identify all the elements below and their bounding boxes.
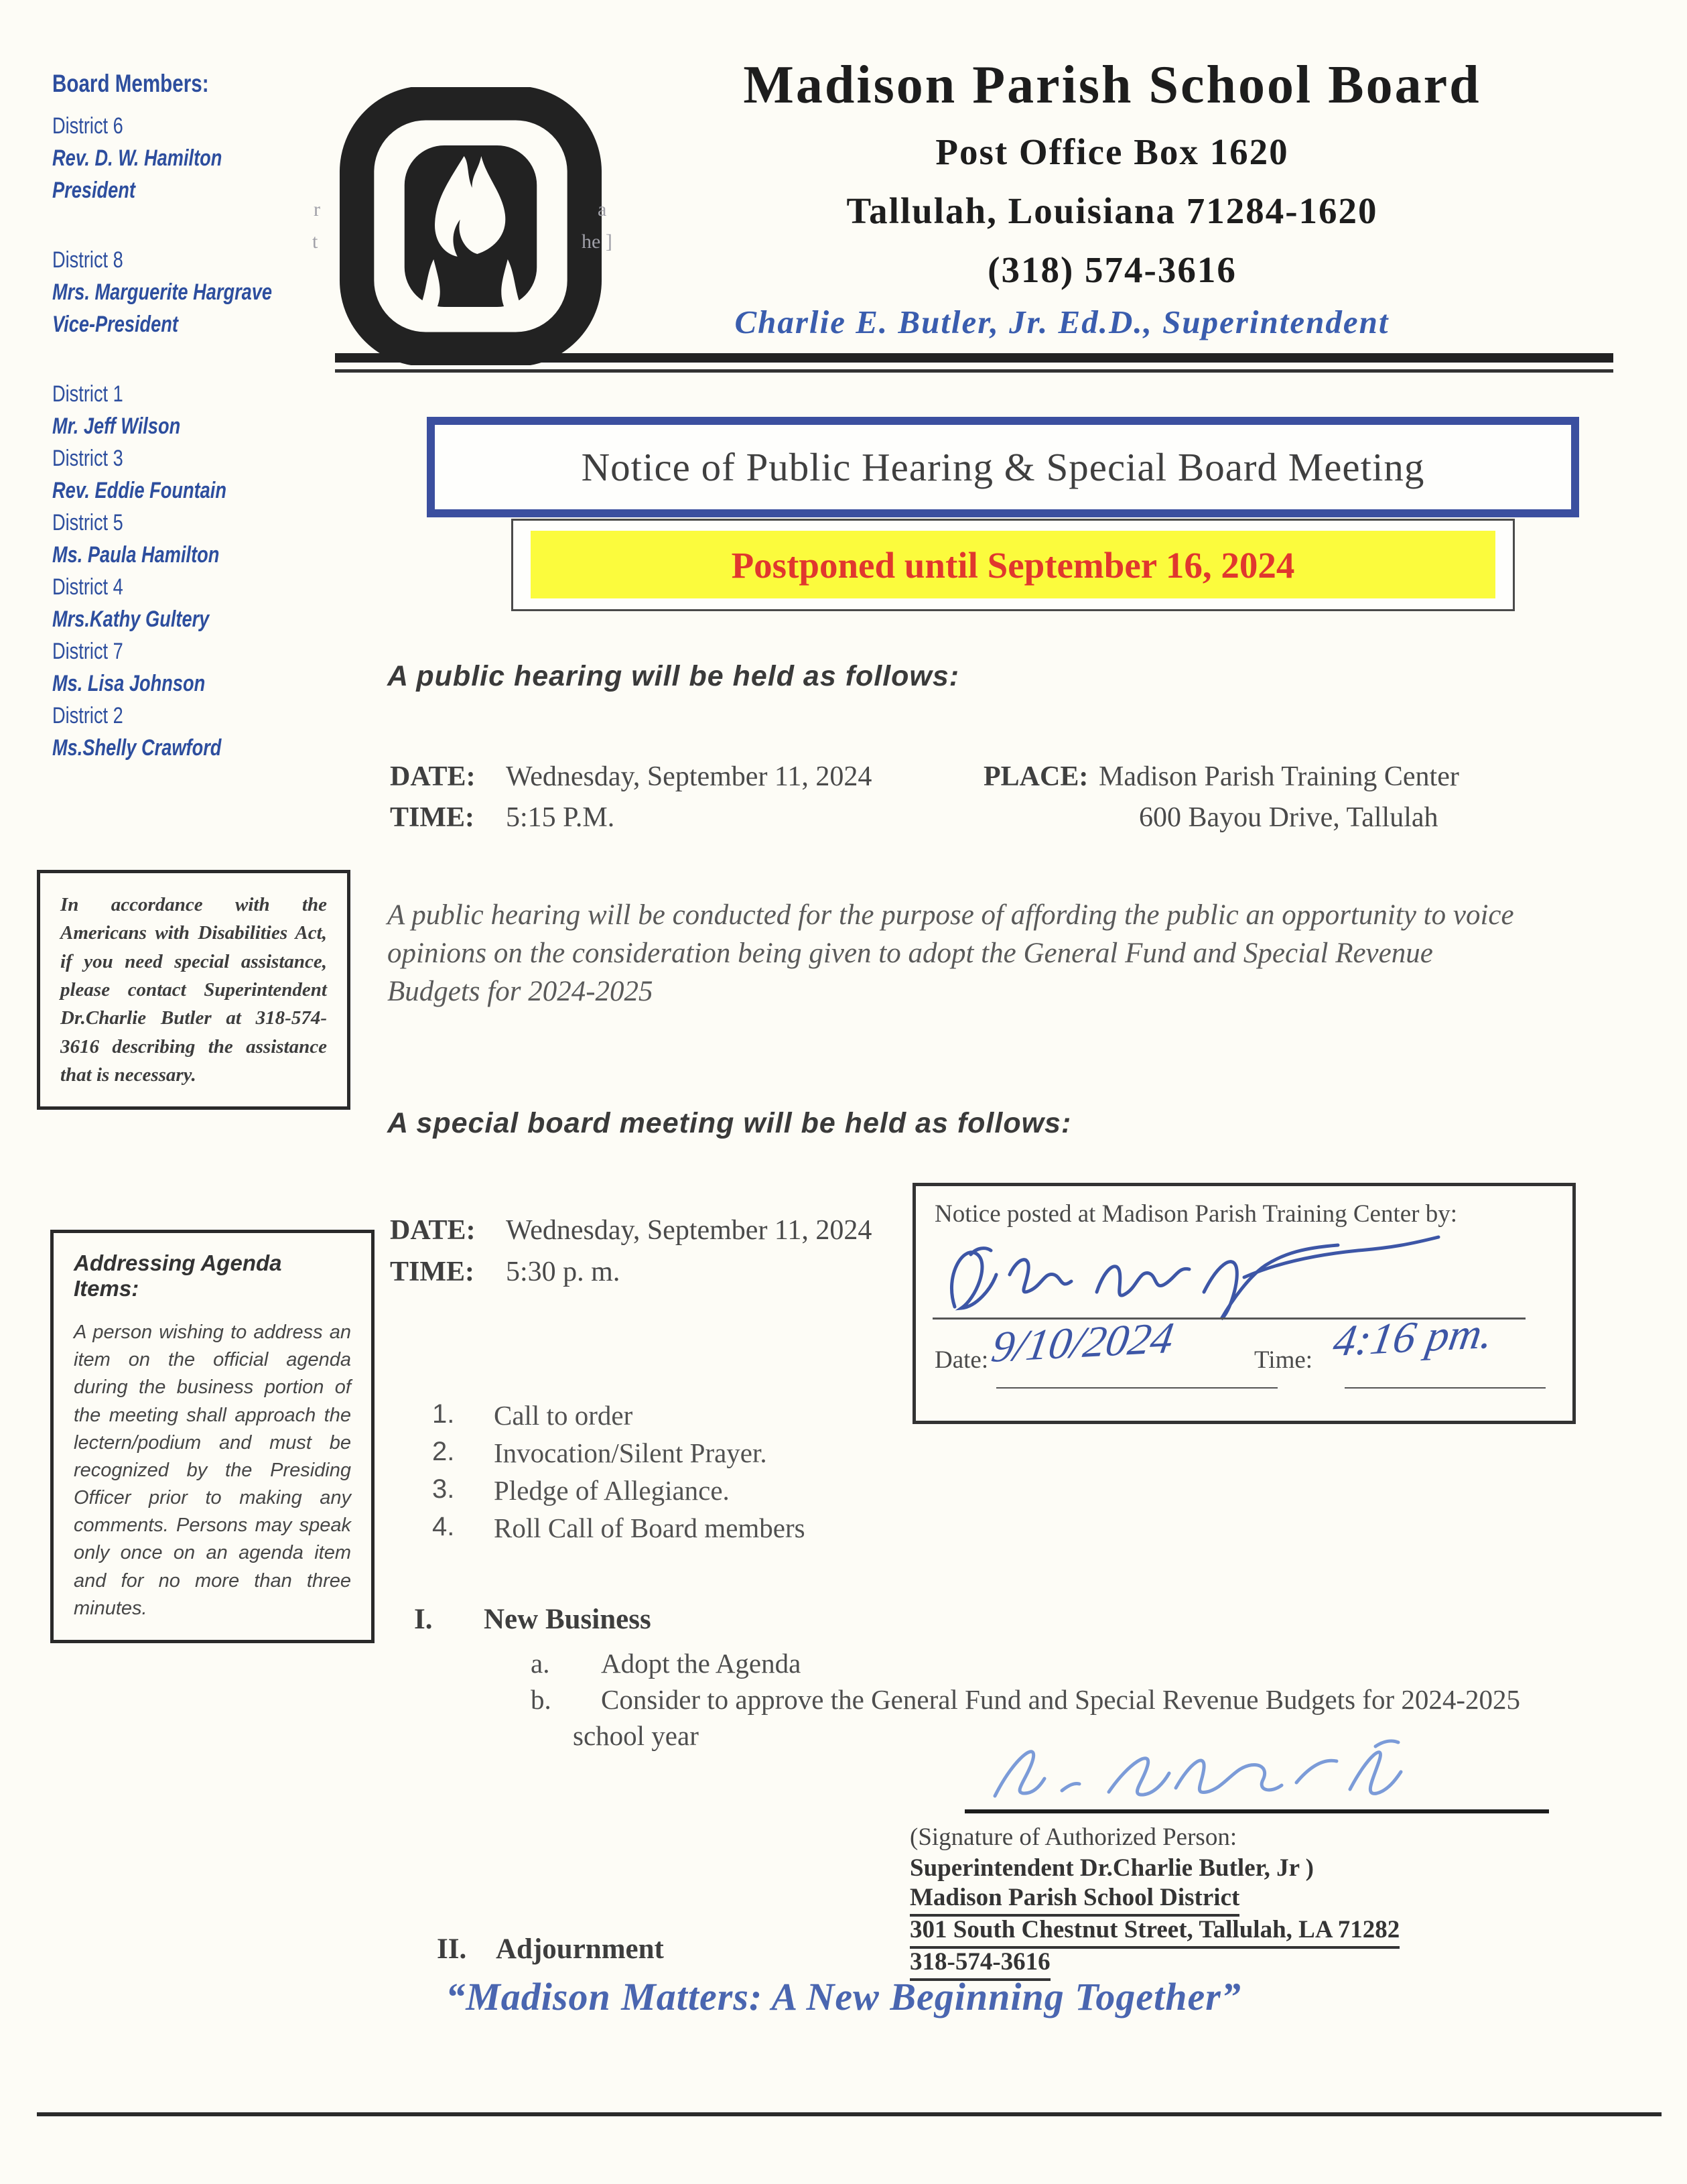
special-time-value: 5:30 p. m. bbox=[506, 1257, 620, 1287]
board-member-entry bbox=[52, 700, 401, 764]
board-member-district: District 4 bbox=[52, 574, 123, 600]
list-item-number: 2. bbox=[432, 1437, 455, 1466]
signature-caption: (Signature of Authorized Person: bbox=[910, 1823, 1237, 1851]
scan-ghost-fragment: he ] bbox=[582, 231, 612, 253]
hearing-place-line1: Madison Parish Training Center bbox=[1099, 761, 1459, 792]
board-member-district: District 2 bbox=[52, 703, 123, 728]
special-date-value: Wednesday, September 11, 2024 bbox=[506, 1215, 872, 1246]
posted-time-label: Time: bbox=[1254, 1346, 1313, 1374]
addressing-agenda-items-box bbox=[50, 1230, 375, 1643]
po-box-line: Post Office Box 1620 bbox=[935, 131, 1289, 172]
ada-notice-text: In accordance with the Americans with Disabilities Act, if you need special assistance, please contact Superintendent Dr.Charlie Butler at 318-574-3616 describing the assistance that is necessary. bbox=[60, 894, 327, 1086]
district-motto: “Madison Matters: A New Beginning Together” bbox=[446, 1975, 1241, 2018]
board-member-entry bbox=[52, 442, 401, 507]
business-item-text: Consider to approve the General Fund and Special Revenue Budgets for 2024-2025 bbox=[601, 1684, 1521, 1715]
list-item bbox=[432, 1437, 767, 1469]
board-member-name: Ms.Shelly Crawford bbox=[52, 735, 222, 761]
new-business-heading: New Business bbox=[484, 1604, 651, 1635]
hearing-place-label: PLACE: bbox=[984, 761, 1089, 792]
board-member-role: President bbox=[52, 178, 135, 203]
list-item-text: Pledge of Allegiance. bbox=[494, 1475, 730, 1506]
list-item-text: Invocation/Silent Prayer. bbox=[494, 1437, 767, 1468]
scan-ghost-fragment: r bbox=[314, 198, 320, 220]
scan-ghost-fragment: t bbox=[312, 231, 318, 253]
list-item bbox=[432, 1512, 805, 1544]
signature-phone: 318-574-3616 bbox=[910, 1947, 1051, 1981]
list-item bbox=[432, 1474, 730, 1506]
notice-posted-line: Notice posted at Madison Parish Training Center by: bbox=[935, 1200, 1458, 1228]
board-member-district: District 3 bbox=[52, 446, 123, 471]
hearing-date-label: DATE: bbox=[390, 761, 476, 792]
date-underline bbox=[996, 1387, 1278, 1389]
adjournment-roman: II. bbox=[437, 1933, 467, 1965]
agenda-note-body: A person wishing to address an item on the official agenda during the business portion of the meeting shall approach the lectern/podium and must be recognized by the Presiding Officer prior to making any comments. Persons may speak only once on an agenda item and for no more than three minutes. bbox=[74, 1322, 351, 1619]
board-member-district: District 6 bbox=[52, 113, 123, 139]
list-item-text: Call to order bbox=[494, 1400, 633, 1431]
posted-date-label: Date: bbox=[935, 1346, 989, 1374]
board-member-role: Vice-President bbox=[52, 312, 178, 337]
scan-ghost-fragment: a bbox=[598, 198, 607, 220]
authorized-signature-line bbox=[965, 1809, 1549, 1813]
special-date-label: DATE: bbox=[390, 1215, 476, 1246]
business-item-text: Adopt the Agenda bbox=[601, 1648, 801, 1679]
bottom-scan-line bbox=[37, 2112, 1662, 2116]
phone-line: (318) 574-3616 bbox=[988, 249, 1237, 290]
list-item bbox=[432, 1399, 632, 1431]
notice-title-box bbox=[427, 417, 1579, 517]
handwritten-signature bbox=[929, 1228, 1465, 1322]
board-member-entry bbox=[52, 571, 401, 635]
new-business-roman: I. bbox=[414, 1604, 433, 1635]
masthead-rule-thick bbox=[335, 353, 1613, 363]
time-underline bbox=[1345, 1387, 1546, 1389]
flame-torch-logo-icon bbox=[338, 87, 603, 365]
postponed-text: Postponed until September 16, 2024 bbox=[731, 545, 1295, 586]
public-hearing-heading: A public hearing will be held as follows: bbox=[387, 660, 960, 692]
list-item-number: 4. bbox=[432, 1512, 455, 1541]
board-member-name: Mrs.Kathy Gultery bbox=[52, 606, 210, 632]
hearing-place-line2: 600 Bayou Drive, Tallulah bbox=[1139, 802, 1438, 833]
list-item-text: Roll Call of Board members bbox=[494, 1513, 805, 1543]
board-member-name: Rev. Eddie Fountain bbox=[52, 478, 226, 503]
notice-title: Notice of Public Hearing & Special Board Meeting bbox=[581, 445, 1425, 489]
board-member-entry bbox=[52, 378, 401, 442]
city-line: Tallulah, Louisiana 71284-1620 bbox=[846, 190, 1378, 231]
signature-district: Madison Parish School District bbox=[910, 1883, 1239, 1917]
board-member-district: District 5 bbox=[52, 510, 123, 535]
organization-name: Madison Parish School Board bbox=[743, 56, 1481, 115]
business-item-continuation: school year bbox=[573, 1720, 699, 1751]
handwritten-date: 9/10/2024 bbox=[988, 1313, 1177, 1372]
hearing-time-label: TIME: bbox=[390, 802, 474, 833]
special-meeting-heading: A special board meeting will be held as follows: bbox=[387, 1107, 1072, 1139]
board-member-name: Mrs. Marguerite Hargrave bbox=[52, 279, 273, 305]
masthead bbox=[623, 56, 1601, 291]
authorized-person-signature bbox=[975, 1729, 1430, 1813]
notice-posted-box bbox=[913, 1183, 1576, 1424]
adjournment-heading: Adjournment bbox=[496, 1933, 664, 1965]
board-member-entry bbox=[52, 507, 401, 571]
board-member-name: Ms. Lisa Johnson bbox=[52, 671, 206, 696]
board-members-heading: Board Members: bbox=[52, 70, 209, 97]
board-member-district: District 8 bbox=[52, 247, 123, 273]
business-item-letter: b. bbox=[531, 1684, 551, 1715]
signature-address: 301 South Chestnut Street, Tallulah, LA 71282 bbox=[910, 1915, 1400, 1949]
hearing-purpose-paragraph: A public hearing will be conducted for the purpose of affording the public an opportunity to voice opinions on the consideration being given to adopt the General Fund and Special Revenue Budgets for 2024-2025 bbox=[387, 899, 1514, 1007]
board-member-name: Ms. Paula Hamilton bbox=[52, 542, 220, 568]
postponed-banner-box bbox=[511, 519, 1515, 611]
agenda-note-heading: Addressing Agenda Items: bbox=[74, 1250, 282, 1301]
handwritten-time: 4:16 pm. bbox=[1330, 1308, 1497, 1366]
hearing-time-value: 5:15 P.M. bbox=[506, 802, 615, 833]
board-member-entry bbox=[52, 635, 401, 700]
signature-name: Superintendent Dr.Charlie Butler, Jr ) bbox=[910, 1854, 1314, 1882]
list-item-number: 1. bbox=[432, 1399, 455, 1429]
superintendent-line: Charlie E. Butler, Jr. Ed.D., Superintendent bbox=[734, 304, 1390, 340]
masthead-rule-thin bbox=[335, 369, 1613, 373]
ada-notice-box bbox=[37, 870, 350, 1110]
postponed-banner bbox=[531, 531, 1495, 598]
board-member-name: Rev. D. W. Hamilton bbox=[52, 145, 222, 171]
board-member-district: District 7 bbox=[52, 639, 123, 664]
list-item-number: 3. bbox=[432, 1474, 455, 1504]
hearing-date-value: Wednesday, September 11, 2024 bbox=[506, 761, 872, 792]
board-member-name: Mr. Jeff Wilson bbox=[52, 413, 181, 439]
business-item-letter: a. bbox=[531, 1648, 550, 1679]
special-time-label: TIME: bbox=[390, 1257, 474, 1287]
board-member-district: District 1 bbox=[52, 381, 123, 407]
